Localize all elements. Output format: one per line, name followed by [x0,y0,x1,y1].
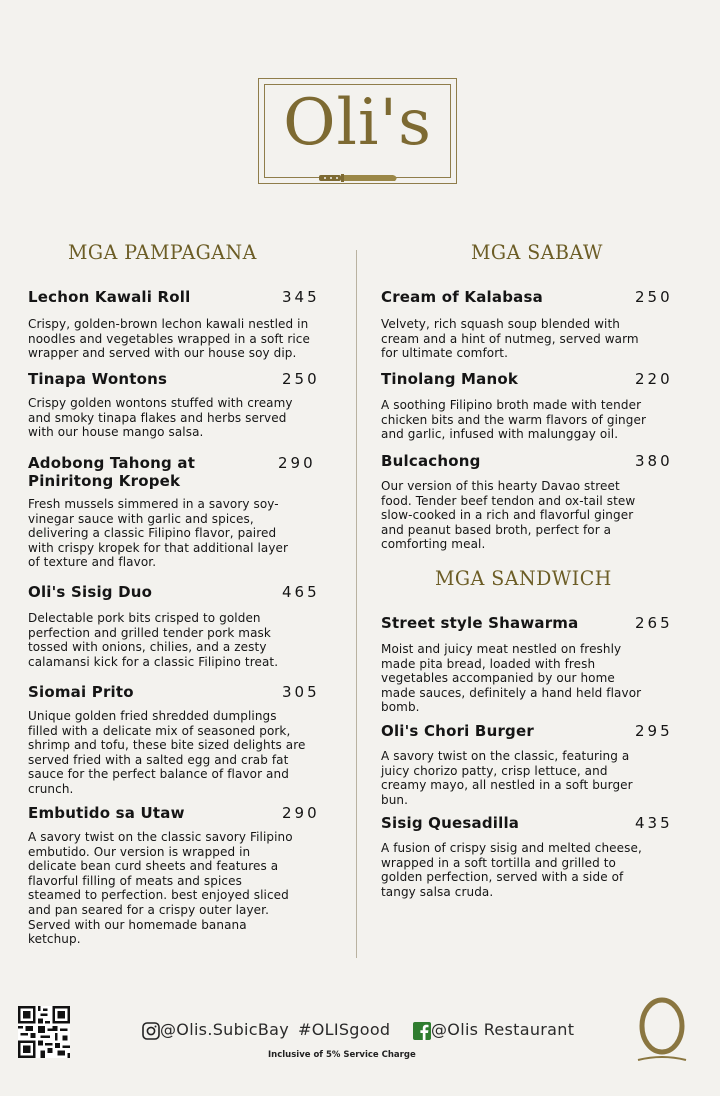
item-name: Embutido sa Utaw [28,804,185,822]
item-name: Lechon Kawali Roll [28,288,191,306]
logo-frame [258,78,457,184]
item-price: 290 [282,804,320,822]
item-description: Our version of this hearty Davao street food. Tender beef tendon and ox-tail stew slow-cooked in a rich and flavorful ginger and peanut based broth, perfect for a comforting meal. [381,479,636,552]
item-name: Bulcachong [381,452,481,470]
item-description: A soothing Filipino broth made with tender chicken bits and the warm flavors of ginger and garlic, infused with malunggay oil. [381,398,647,442]
item-price: 305 [282,683,320,701]
item-description: A fusion of crispy sisig and melted cheese, wrapped in a soft tortilla and grilled to golden perfection, served with a side of tangy salsa cruda. [381,841,642,899]
item-name: Siomai Prito [28,683,134,701]
item-price: 265 [635,614,673,632]
item-price: 220 [635,370,673,388]
service-charge-note: Inclusive of 5% Service Charge [268,1050,416,1060]
knife-icon [319,173,399,183]
item-description: Delectable pork bits crisped to golden perfection and grilled tender pork mask tossed with onions, chilies, and a zesty calamansi kick for a classic Filipino treat. [28,611,279,669]
item-description: Fresh mussels simmered in a savory soy- vinegar sauce with garlic and spices, delivering a classic Filipino flavor, paired with crispy kropek for that additional layer of texture and flavor. [28,497,289,570]
item-description: Unique golden fried shredded dumplings filled with a delicate mix of seasoned pork, shrimp and tofu, these bite sized delights are served fried with a salted egg and crab fat sauce for the perfect balance of flavor and crunch. [28,709,306,796]
item-price: 380 [635,452,673,470]
qr-code-icon[interactable] [18,1006,70,1058]
item-name: Oli's Sisig Duo [28,583,153,601]
item-description: Crispy, golden-brown lechon kawali nestled in noodles and vegetables wrapped in a soft rice wrapper and served with our house soy dip. [28,317,310,361]
item-description: Velvety, rich squash soup blended with cream and a hint of nutmeg, served warm for ultimate comfort. [381,317,639,361]
item-description: Crispy golden wontons stuffed with creamy and smoky tinapa flakes and herbs served with our house mango salsa. [28,396,293,440]
item-price: 465 [282,583,320,601]
brand-monogram-icon [632,996,692,1064]
item-name: Tinapa Wontons [28,370,168,388]
hashtag: #OLISgood [298,1020,391,1039]
instagram-handle[interactable]: @Olis.SubicBay [142,1020,289,1040]
item-name: Oli's Chori Burger [381,722,534,740]
item-price: 345 [282,288,320,306]
item-price: 295 [635,722,673,740]
item-description: Moist and juicy meat nestled on freshly made pita bread, loaded with fresh vegetables accompanied by our home made sauces, definitely a hand held flavor bomb. [381,642,642,715]
facebook-icon [413,1022,431,1040]
item-name: Adobong Tahong at Piniritong Kropek [28,454,196,490]
item-price: 250 [282,370,320,388]
item-price: 250 [635,288,673,306]
logo-text: Oli's [283,86,432,160]
item-price: 435 [635,814,673,832]
item-description: A savory twist on the classic, featuring a juicy chorizo patty, crisp lettuce, and creamy mayo, all nestled in a soft burger bun. [381,749,633,807]
column-divider [356,250,357,958]
item-name: Cream of Kalabasa [381,288,543,306]
facebook-handle[interactable]: @Olis Restaurant [413,1020,574,1040]
instagram-icon [142,1022,160,1040]
item-name: Street style Shawarma [381,614,579,632]
section-title-appetizers: MGA PAMPAGANA [68,240,257,264]
section-title-sandwiches: MGA SANDWICH [435,566,612,590]
item-price: 290 [278,454,316,472]
item-name: Tinolang Manok [381,370,519,388]
section-title-soups: MGA SABAW [471,240,603,264]
item-name: Sisig Quesadilla [381,814,520,832]
item-description: A savory twist on the classic savory Filipino embutido. Our version is wrapped in delicate bean curd sheets and features a flavorful filling of meats and spices steamed to perfection. best enjoyed sliced and pan seared for a crispy outer layer. Served with our homemade banana ketchup. [28,830,293,947]
